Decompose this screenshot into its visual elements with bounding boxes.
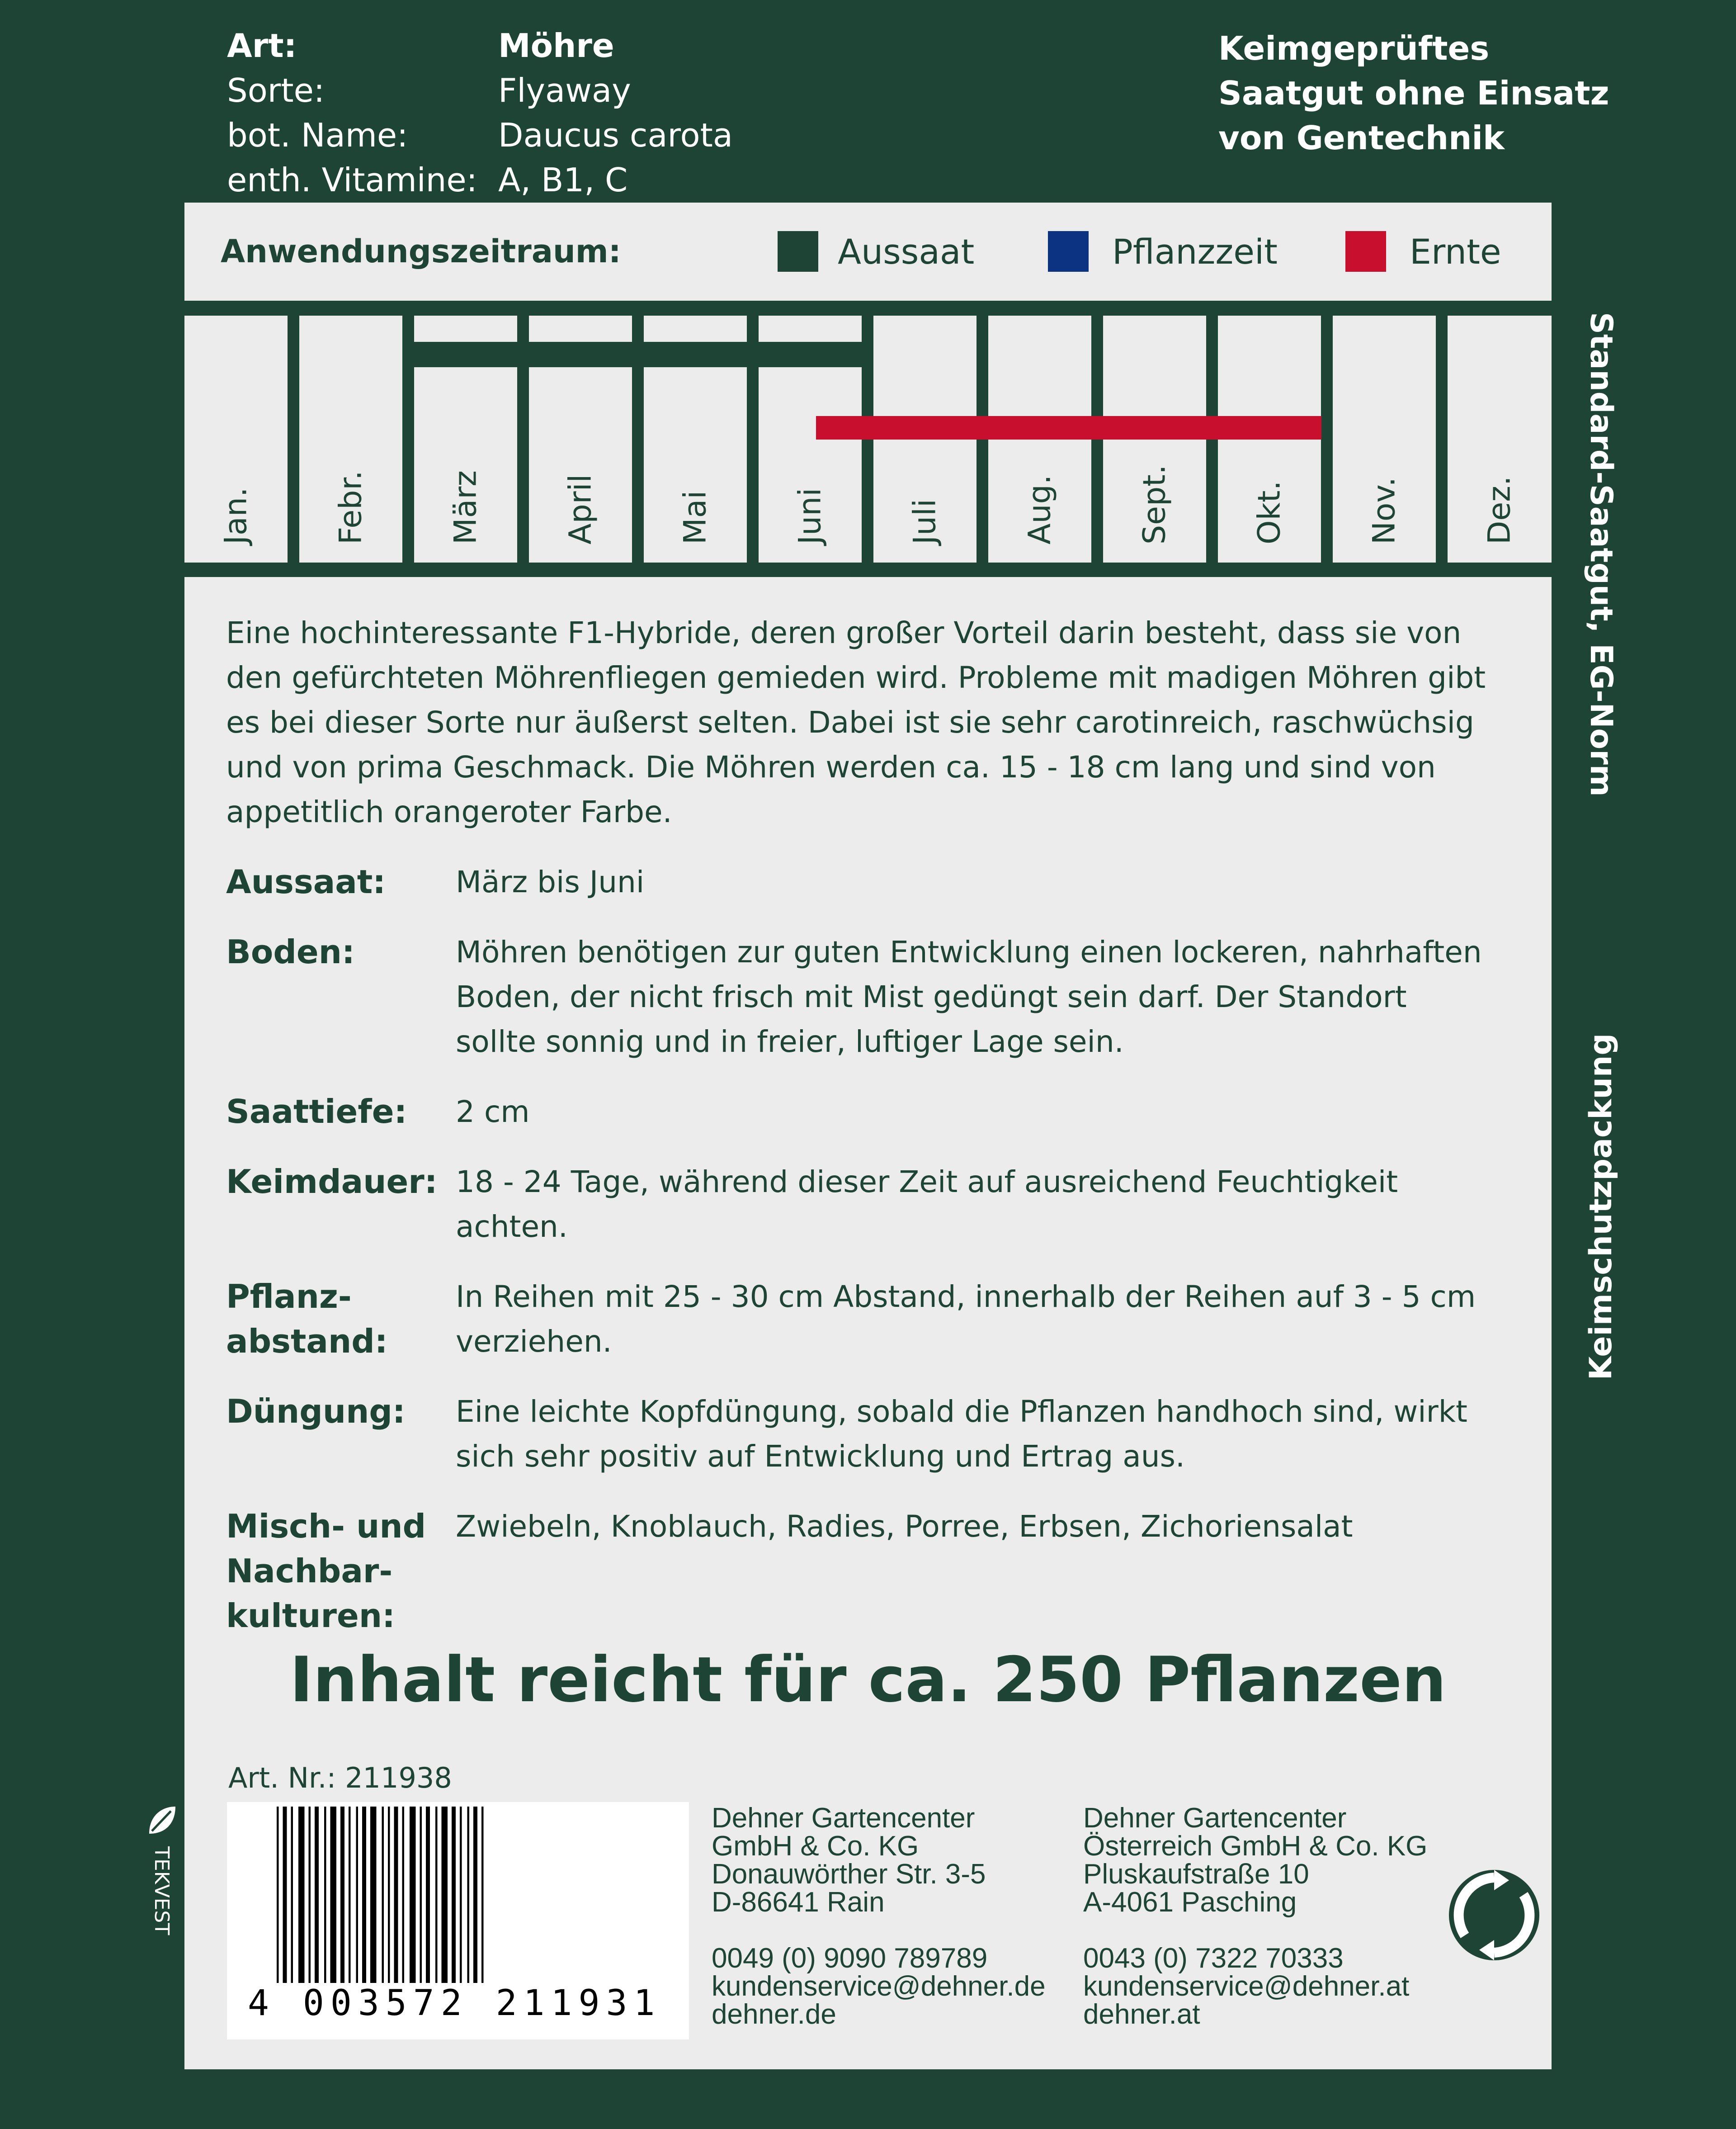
website-link[interactable]: dehner.de bbox=[712, 1999, 836, 2030]
detail-value: Zwiebeln, Knoblauch, Radies, Porree, Erbsen, Zichoriensalat bbox=[456, 1509, 1353, 1544]
note-line: von Gentechnik bbox=[1218, 119, 1505, 157]
info-label: Art: bbox=[227, 27, 297, 65]
side-text-keimschutz: Keimschutzpackung bbox=[1583, 1033, 1619, 1381]
legend-label-ernte: Ernte bbox=[1410, 232, 1501, 272]
detail-label: Düngung: bbox=[226, 1392, 406, 1430]
legend-swatch-pflanzzeit bbox=[1048, 231, 1089, 272]
detail-label: Keimdauer: bbox=[226, 1163, 438, 1201]
month-label: April bbox=[562, 474, 599, 544]
leaf-icon bbox=[144, 1802, 180, 1838]
info-row bbox=[227, 24, 733, 68]
barcode-digits: 4 003572 211931 bbox=[245, 1983, 664, 2024]
details-table bbox=[226, 860, 1510, 1638]
email-link[interactable]: kundenservice@dehner.de bbox=[712, 1971, 1046, 2002]
info-value: Flyaway bbox=[498, 71, 631, 109]
detail-value: 18 - 24 Tage, während dieser Zeit auf ausreichend Feuchtigkeit achten. bbox=[456, 1164, 1398, 1244]
legend-swatch-ernte bbox=[1345, 231, 1386, 272]
detail-label: Misch- und Nachbar- kulturen: bbox=[226, 1507, 426, 1635]
address-line: Dehner Gartencenter bbox=[1083, 1803, 1347, 1834]
info-label: enth. Vitamine: bbox=[227, 161, 477, 199]
gmo-free-note bbox=[1218, 26, 1609, 161]
month-label: Jan. bbox=[218, 487, 254, 544]
detail-row bbox=[226, 860, 1510, 904]
info-row bbox=[227, 68, 733, 113]
month-label: Aug. bbox=[1022, 474, 1058, 544]
ernte-period-bar bbox=[816, 416, 1321, 440]
info-value: Möhre bbox=[498, 27, 614, 65]
email-link[interactable]: kundenservice@dehner.at bbox=[1083, 1971, 1410, 2002]
detail-row bbox=[226, 930, 1510, 1064]
address-line: Pluskaufstraße 10 bbox=[1083, 1859, 1309, 1890]
month-column bbox=[1448, 316, 1552, 563]
month-column bbox=[299, 316, 402, 563]
month-column bbox=[184, 316, 288, 563]
description: Eine hochinteressante F1-Hybride, deren großer Vorteil darin besteht, dass sie von den gefürchteten Möhrenfliegen gemieden wird. Probleme mit madigen Möhren gibt es bei dieser Sorte nur äußerst selten. Dabei ist sie sehr carotinreich, raschwüchsig und von prima Geschmack. Die Möhren werden ca. 15 - 18 cm lang und sind von appetitlich orangeroter Farbe. bbox=[226, 615, 1486, 829]
month-label: Mai bbox=[677, 490, 713, 544]
barcode bbox=[227, 1802, 689, 2039]
detail-row bbox=[226, 1389, 1510, 1479]
month-label: Okt. bbox=[1251, 480, 1288, 544]
detail-value: 2 cm bbox=[456, 1094, 530, 1129]
detail-label: Aussaat: bbox=[226, 863, 386, 901]
month-label: März bbox=[448, 470, 484, 544]
phone: 0049 (0) 9090 789789 bbox=[712, 1943, 988, 1974]
address-line: Österreich GmbH & Co. KG bbox=[1083, 1831, 1428, 1862]
address-austria bbox=[1083, 1804, 1427, 2029]
month-label: Juni bbox=[792, 487, 828, 544]
info-row bbox=[227, 158, 733, 203]
detail-row bbox=[226, 1274, 1510, 1364]
detail-value: Eine leichte Kopfdüngung, sobald die Pflanzen handhoch sind, wirkt sich sehr positiv auf Entwicklung und Ertrag aus. bbox=[456, 1394, 1467, 1474]
legend bbox=[184, 203, 1552, 301]
product-info bbox=[227, 24, 733, 203]
address-line: A-4061 Pasching bbox=[1083, 1887, 1297, 1918]
side-text-standard: Standard-Saatgut, EG-Norm bbox=[1583, 312, 1619, 797]
info-label: Sorte: bbox=[227, 71, 325, 109]
address-line: D-86641 Rain bbox=[712, 1887, 885, 1918]
month-label: Sept. bbox=[1137, 464, 1173, 544]
month-label: Juli bbox=[907, 499, 943, 544]
info-value: Daucus carota bbox=[498, 116, 733, 154]
sowing-calendar bbox=[184, 316, 1552, 563]
legend-label-pflanzzeit: Pflanzzeit bbox=[1112, 232, 1278, 272]
article-number: Art. Nr.: 211938 bbox=[228, 1761, 452, 1794]
aussaat-period-bar bbox=[414, 342, 862, 367]
info-value: A, B1, C bbox=[498, 161, 628, 199]
detail-value: März bis Juni bbox=[456, 865, 645, 899]
website-link[interactable]: dehner.at bbox=[1083, 1999, 1200, 2030]
address-germany bbox=[712, 1804, 1046, 2029]
tekvest-logo bbox=[144, 1802, 180, 1965]
detail-value: In Reihen mit 25 - 30 cm Abstand, innerhalb der Reihen auf 3 - 5 cm verziehen. bbox=[456, 1279, 1476, 1359]
phone: 0043 (0) 7322 70333 bbox=[1083, 1943, 1344, 1974]
detail-value: Möhren benötigen zur guten Entwicklung einen lockeren, nahrhaften Boden, der nicht frisch mit Mist gedüngt sein darf. Der Standort sollte sonnig und in freier, luftiger Lage sein. bbox=[456, 935, 1482, 1059]
detail-row bbox=[226, 1504, 1510, 1638]
detail-row bbox=[226, 1159, 1510, 1249]
detail-label: Saattiefe: bbox=[226, 1093, 407, 1131]
recycling-icon bbox=[1447, 1868, 1542, 1963]
content bbox=[226, 610, 1510, 1638]
month-column bbox=[1333, 316, 1436, 563]
month-label: Nov. bbox=[1366, 477, 1402, 544]
note-line: Saatgut ohne Einsatz bbox=[1218, 74, 1609, 112]
detail-label: Boden: bbox=[226, 933, 355, 971]
legend-label-aussaat: Aussaat bbox=[838, 232, 975, 272]
address-line: GmbH & Co. KG bbox=[712, 1831, 919, 1862]
address-line: Dehner Gartencenter bbox=[712, 1803, 975, 1834]
detail-label: Pflanz- abstand: bbox=[226, 1277, 388, 1360]
address-line: Donauwörther Str. 3-5 bbox=[712, 1859, 986, 1890]
detail-row bbox=[226, 1089, 1510, 1134]
month-label: Dez. bbox=[1481, 476, 1518, 544]
logo-text: TEKVEST bbox=[150, 1846, 173, 1935]
month-label: Febr. bbox=[333, 470, 369, 544]
legend-title: Anwendungszeitraum: bbox=[221, 233, 621, 270]
info-label: bot. Name: bbox=[227, 116, 408, 154]
content-amount: Inhalt reicht für ca. 250 Pflanzen bbox=[289, 1643, 1447, 1716]
info-row bbox=[227, 113, 733, 158]
note-line: Keimgeprüftes bbox=[1218, 29, 1490, 67]
legend-swatch-aussaat bbox=[778, 231, 818, 272]
